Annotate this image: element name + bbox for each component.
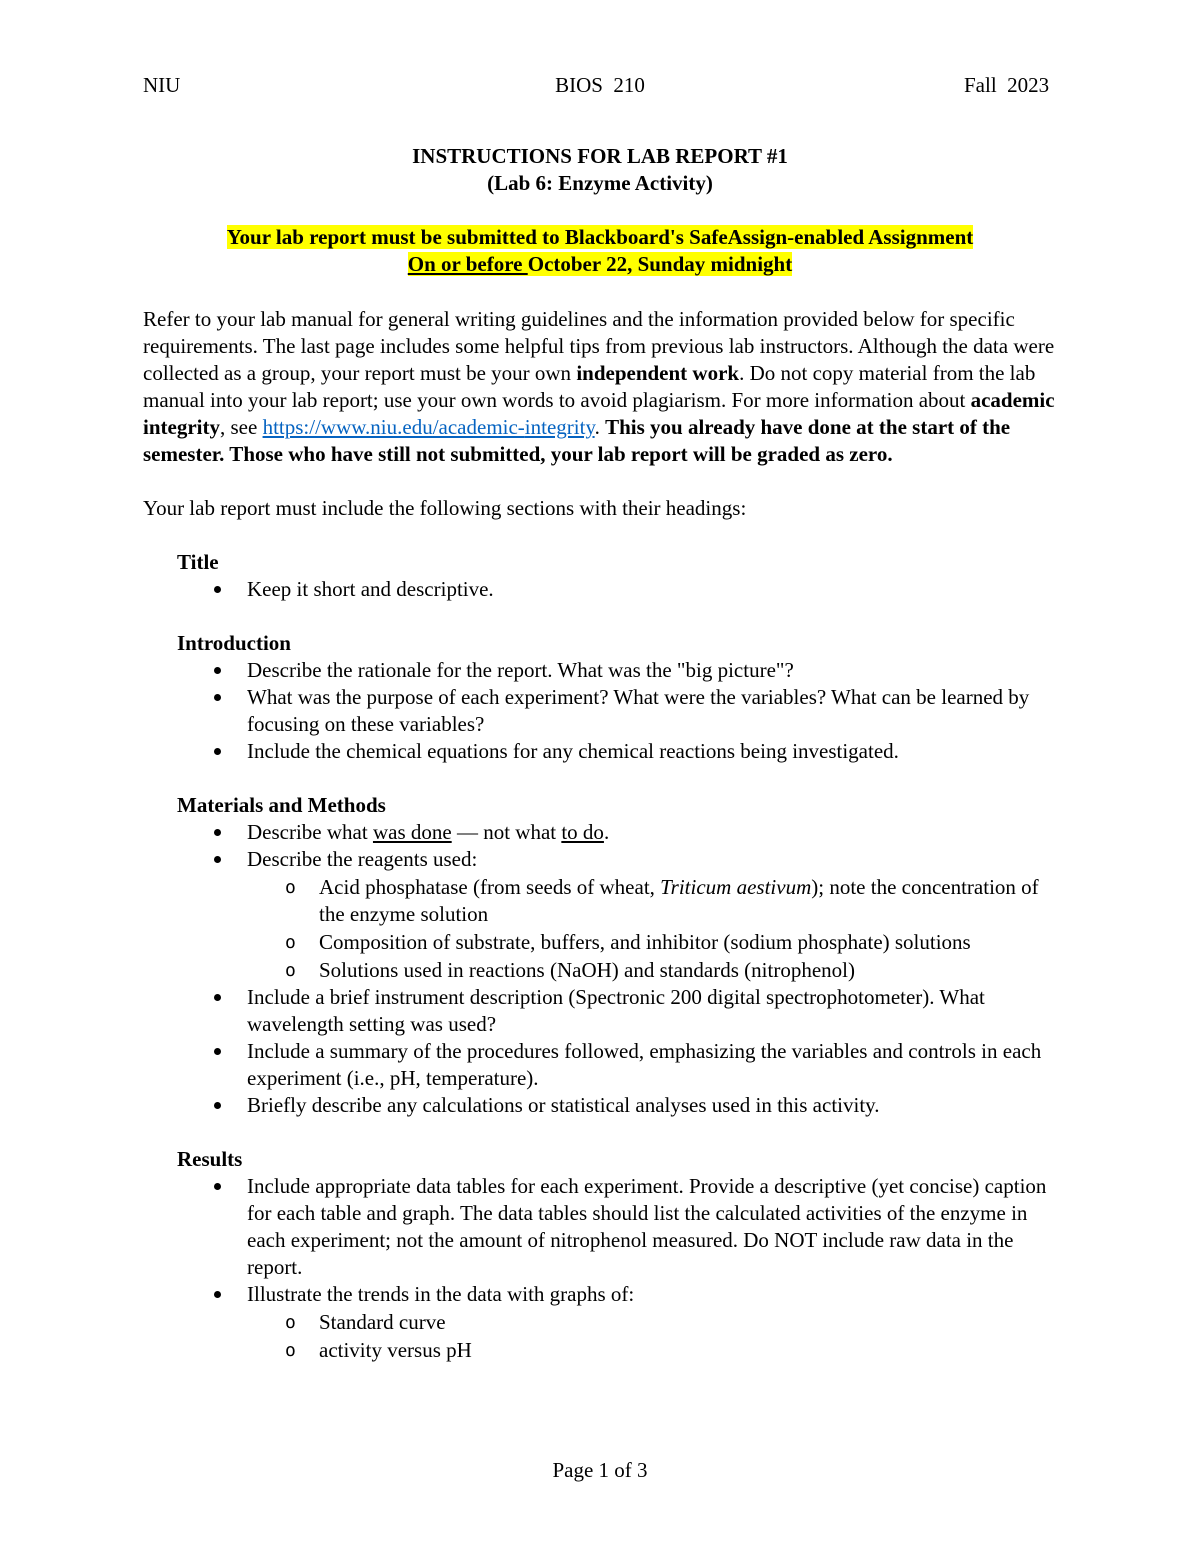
sub-list-item: o Composition of substrate, buffers, and inhibitor (sodium phosphate) solutions — [247, 929, 1055, 956]
section-results — [177, 1146, 1055, 1364]
section-materials-methods — [177, 792, 1055, 1119]
intro-bold-warning: This you already have done at the start of the semester. Those who have still not submitted, your lab report will be graded as zero. — [143, 415, 1011, 466]
underlined-text: was done — [372, 820, 452, 844]
academic-integrity-link[interactable] — [263, 415, 595, 439]
intro-text-4: . — [594, 415, 606, 439]
link-part-2: integrity — [524, 415, 595, 439]
document-title — [0, 143, 1200, 197]
text: ); note the concentration of the enzyme solution — [319, 875, 1039, 926]
section-heading-results: Results — [177, 1147, 243, 1171]
sub-list-item — [247, 874, 1055, 928]
sub-list-item: o activity versus pH — [247, 1337, 1055, 1364]
list-item — [177, 846, 1055, 984]
document-body — [143, 306, 1055, 1391]
intro-bold-independent-work: independent work — [576, 361, 740, 385]
link-part-1: https://www.niu.edu/academic- — [262, 415, 525, 439]
list-item: Include the chemical equations for any chemical reactions being investigated. — [177, 738, 1055, 765]
text: Illustrate the trends in the data with graphs of: — [247, 1282, 635, 1306]
section-introduction — [177, 630, 1055, 765]
notice-deadline: October 22, Sunday midnight — [527, 252, 793, 276]
list-item: Describe the rationale for the report. What was the "big picture"? — [177, 657, 1055, 684]
underlined-text: to do — [561, 820, 604, 844]
section-title — [177, 549, 1055, 603]
text: Describe the reagents used: — [247, 847, 478, 871]
section-heading-title: Title — [177, 550, 219, 574]
text: Describe what — [247, 820, 373, 844]
header-course: BIOS 210 — [555, 73, 645, 97]
notice-line-1: Your lab report must be submitted to Blackboard's SafeAssign-enabled Assignment — [226, 225, 974, 249]
section-heading-introduction: Introduction — [177, 631, 291, 655]
notice-line-2 — [408, 252, 792, 276]
intro-paragraph — [143, 306, 1055, 468]
header-institution: NIU — [143, 73, 181, 97]
list-item — [177, 1281, 1055, 1364]
intro-text-3: , see — [219, 415, 263, 439]
list-item: Include a brief instrument description (Spectronic 200 digital spectrophotometer). What wavelength setting was used? — [177, 984, 1055, 1038]
sections-intro: Your lab report must include the following sections with their headings: — [143, 496, 747, 520]
sub-list-item: o Solutions used in reactions (NaOH) and standards (nitrophenol) — [247, 957, 1055, 984]
header-term: Fall 2023 — [964, 73, 1050, 97]
list-item: Briefly describe any calculations or statistical analyses used in this activity. — [177, 1092, 1055, 1119]
submission-notice — [0, 224, 1200, 278]
species-name: Triticum aestivum — [660, 875, 812, 899]
list-item: Include appropriate data tables for each experiment. Provide a descriptive (yet concise) caption for each table and graph. The data tables should list the calculated activities of the enzyme in each experiment; not the amount of nitrophenol measured. Do NOT include raw data in the report. — [177, 1173, 1055, 1281]
list-item: Keep it short and descriptive. — [177, 576, 1055, 603]
sub-list-item: o Standard curve — [247, 1309, 1055, 1336]
title-line-1: INSTRUCTIONS FOR LAB REPORT #1 — [412, 144, 788, 168]
text: . — [603, 820, 610, 844]
list-item — [177, 819, 1055, 846]
list-item: What was the purpose of each experiment? What were the variables? What can be learned by focusing on these variables? — [177, 684, 1055, 738]
text: — not what — [451, 820, 562, 844]
list-item: Include a summary of the procedures followed, emphasizing the variables and controls in each experiment (i.e., pH, temperature). — [177, 1038, 1055, 1092]
intro-text-1: Refer to your lab manual for general writing guidelines and the information provided below for specific requirements. The last page includes some helpful tips from previous lab instructors. Although the data were collected as a group, your report must be your own — [143, 307, 1055, 385]
page-number: Page 1 of 3 — [552, 1458, 648, 1482]
section-heading-methods: Materials and Methods — [177, 793, 386, 817]
intro-text-2: . Do not copy material from the lab manual into your lab report; use your own words to avoid plagiarism. For more information about — [143, 361, 1036, 412]
notice-underlined: On or before — [407, 252, 528, 276]
title-line-2: (Lab 6: Enzyme Activity) — [487, 171, 713, 195]
intro-bold-academic-integrity: academic integrity — [143, 388, 1055, 439]
text: Acid phosphatase (from seeds of wheat, — [319, 875, 661, 899]
